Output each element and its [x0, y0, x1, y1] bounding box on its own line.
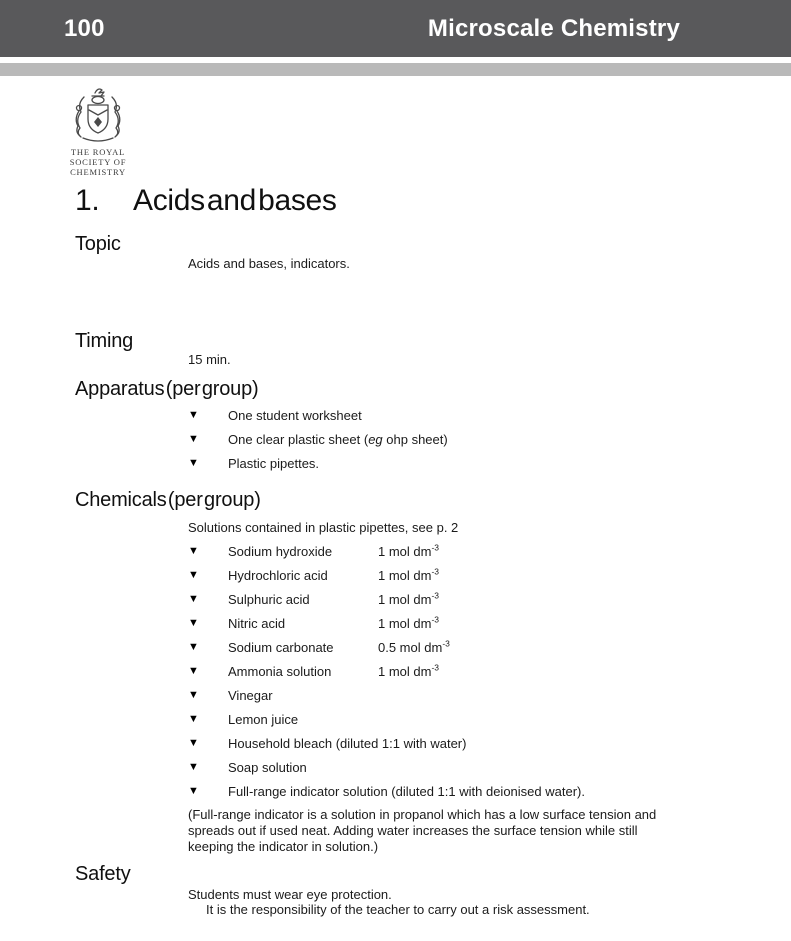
apparatus-item-label — [228, 432, 448, 447]
chemical-list-item — [188, 683, 585, 707]
topic-body: Acids and bases, indicators. — [188, 256, 350, 271]
concentration-exponent: -3 — [431, 662, 440, 673]
apparatus-item-label — [228, 408, 362, 423]
chemical-list-item — [188, 587, 585, 611]
rsc-crest-icon — [68, 86, 128, 144]
concentration-exponent: -3 — [431, 590, 440, 601]
concentration-exponent: -3 — [431, 542, 440, 553]
bullet-triangle-icon: ▼ — [188, 544, 199, 557]
logo-line-2: SOCIETY OF — [69, 157, 127, 167]
bullet-triangle-icon: ▼ — [188, 408, 199, 421]
bullet-triangle-icon: ▼ — [188, 616, 199, 629]
chemical-concentration: 1 mol $dm^{-3}$ — [378, 566, 440, 583]
chemical-list-item — [188, 563, 585, 587]
bullet-triangle-icon: ▼ — [188, 664, 199, 677]
logo-line-1: THE ROYAL — [70, 147, 126, 157]
topic-heading: Topic — [75, 233, 121, 255]
safety-line-1: Students must wear eye protection. — [188, 887, 392, 902]
bullet-triangle-icon: ▼ — [188, 640, 199, 653]
concentration-exponent: -3 — [431, 614, 440, 625]
chemical-concentration: 1 mol $dm^{-3}$ — [378, 590, 440, 607]
apparatus-item-segment: One student worksheet — [228, 407, 362, 423]
chemical-name: Full-range indicator solution (diluted 1:1 with deionised water). — [228, 783, 585, 799]
chemical-list-item — [188, 659, 585, 683]
chemicals-note: (Full-range indicator is a solution in propanol which has a low surface tension and spreads out if used neat. Adding water increases the surface tension while still keeping the indicator in solution.) — [188, 807, 657, 854]
chemicals-intro: Solutions contained in plastic pipettes, see p. 2 — [188, 520, 459, 535]
chemical-name: Household bleach (diluted 1:1 with water) — [228, 735, 467, 751]
bullet-triangle-icon: ▼ — [188, 760, 199, 773]
chemical-list-item — [188, 707, 585, 731]
title-text: Acids and bases — [133, 184, 337, 217]
chemical-list-item — [188, 731, 585, 755]
apparatus-item-label — [228, 456, 319, 471]
chemical-list-item — [188, 779, 585, 803]
apparatus-item-segment: Plastic pipettes. — [228, 455, 320, 471]
page-header — [0, 0, 791, 57]
safety-line-2: It is the responsibility of the teacher to carry out a risk assessment. — [206, 902, 590, 917]
concentration-exponent: -3 — [431, 566, 440, 577]
apparatus-list-item — [188, 451, 448, 475]
chemical-name: Sodium hydroxide — [228, 543, 333, 559]
chemical-list-item — [188, 635, 585, 659]
apparatus-item-segment: ohp sheet) — [382, 431, 448, 447]
bullet-triangle-icon: ▼ — [188, 456, 199, 469]
chemical-name: Sulphuric acid — [228, 591, 310, 607]
chemical-name: Vinegar — [228, 687, 273, 703]
timing-heading: Timing — [75, 330, 134, 352]
chemical-concentration: 1 mol $dm^{-3}$ — [378, 662, 440, 679]
apparatus-item-segment: eg — [368, 431, 383, 447]
chemical-name: Ammonia solution — [228, 663, 332, 679]
chemical-concentration: 1 mol $dm^{-3}$ — [378, 542, 440, 559]
chemical-name: Lemon juice — [228, 711, 299, 727]
chemicals-list — [188, 539, 585, 803]
page-number: 100 — [64, 14, 105, 42]
chemical-concentration: 1 mol $dm^{-3}$ — [378, 614, 440, 631]
apparatus-heading: Apparatus (per group) — [75, 378, 259, 400]
bullet-triangle-icon: ▼ — [188, 712, 199, 725]
chemical-name: Nitric acid — [228, 615, 286, 631]
chemical-list-item — [188, 755, 585, 779]
chemical-name: Soap solution — [228, 759, 307, 775]
document-title-header: Microscale Chemistry — [427, 14, 680, 42]
chemical-name: Sodium carbonate — [228, 639, 334, 655]
bullet-triangle-icon: ▼ — [188, 432, 199, 445]
safety-heading: Safety — [75, 863, 131, 885]
rsc-logo — [64, 86, 132, 177]
apparatus-item-segment: One clear plastic sheet ( — [228, 431, 369, 447]
title-number: 1. — [75, 184, 100, 217]
bullet-triangle-icon: ▼ — [188, 592, 199, 605]
chemicals-heading: Chemicals (per group) — [75, 489, 261, 511]
apparatus-list-item — [188, 427, 448, 451]
apparatus-list-item — [188, 403, 448, 427]
timing-body: 15 min. — [188, 352, 231, 367]
page-title — [75, 184, 337, 218]
apparatus-list — [188, 403, 448, 475]
chemical-list-item — [188, 611, 585, 635]
chemical-name: Hydrochloric acid — [228, 567, 328, 583]
concentration-exponent: -3 — [442, 638, 450, 649]
bullet-triangle-icon: ▼ — [188, 688, 199, 701]
chemical-list-item — [188, 539, 585, 563]
bullet-triangle-icon: ▼ — [188, 736, 199, 749]
divider-bar — [0, 63, 791, 76]
bullet-triangle-icon: ▼ — [188, 568, 199, 581]
bullet-triangle-icon: ▼ — [188, 784, 199, 797]
logo-line-3: CHEMISTRY — [70, 167, 126, 177]
chemical-concentration: 0.5 mol $dm^{-3}$ — [378, 638, 450, 655]
